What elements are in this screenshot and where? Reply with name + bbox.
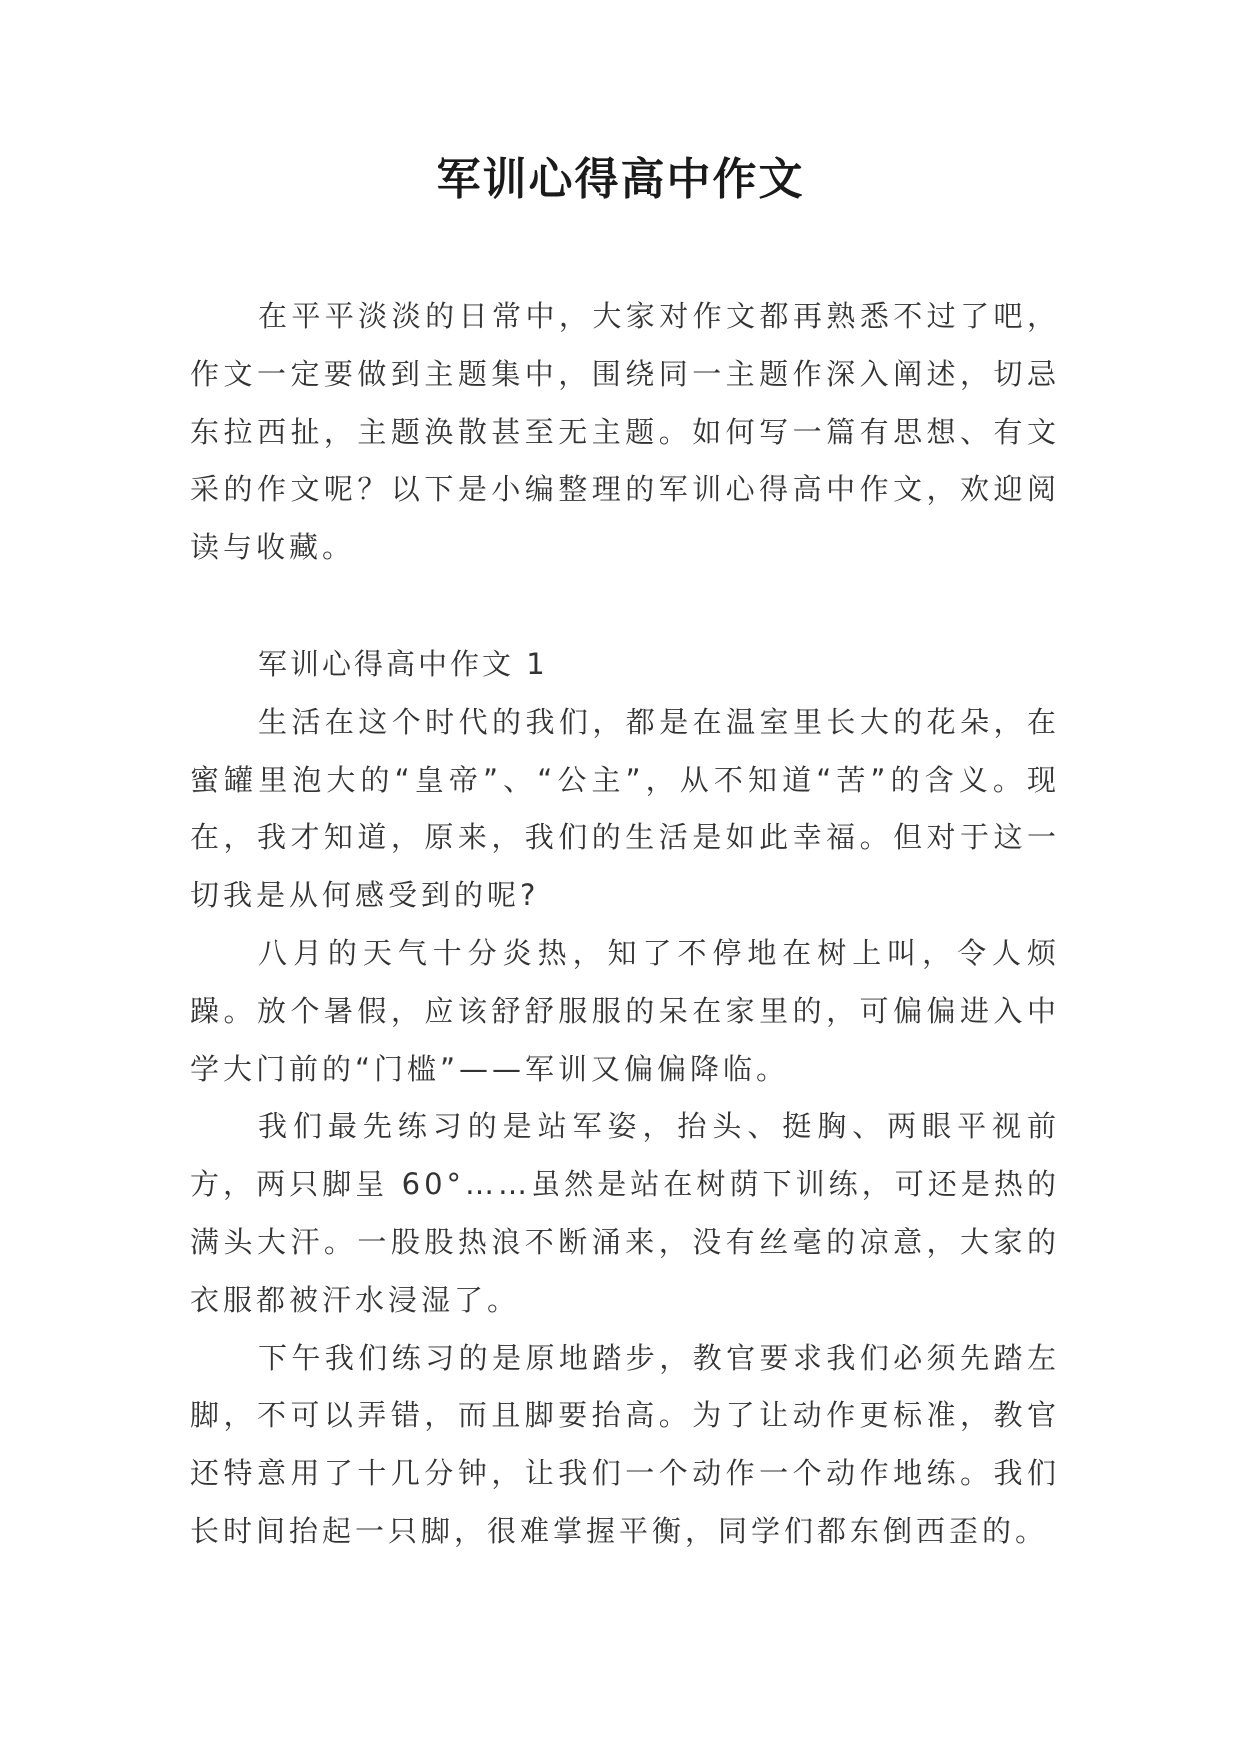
body-paragraph-1: 生活在这个时代的我们，都是在温室里长大的花朵，在蜜罐里泡大的“皇帝”、“公主”，从不知道“苦”的含义。现在，我才知道，原来，我们的生活是如此幸福。但对于这一切我是从何感受到的呢?	[190, 704, 1060, 913]
body-paragraph-2: 八月的天气十分炎热，知了不停地在树上叫，令人烦躁。放个暑假，应该舒舒服服的呆在家里的，可偏偏进入中学大门前的“门槛”——军训又偏偏降临。	[190, 935, 1060, 1086]
intro-block	[190, 288, 1060, 577]
section-heading: 军训心得高中作文 1	[258, 647, 548, 681]
document-title: 军训心得高中作文	[436, 154, 805, 205]
intro-paragraph: 在平平淡淡的日常中，大家对作文都再熟悉不过了吧，作文一定要做到主题集中，围绕同一主题作深入阐述，切忌东拉西扯，主题涣散甚至无主题。如何写一篇有思想、有文采的作文呢？以下是小编整理的军训心得高中作文，欢迎阅读与收藏。	[190, 299, 1060, 565]
body-paragraph-4: 下午我们练习的是原地踏步，教官要求我们必须先踏左脚，不可以弄错，而且脚要抬高。为了让动作更标准，教官还特意用了十几分钟，让我们一个动作一个动作地练。我们长时间抬起一只脚，很难掌握平衡，同学们都东倒西歪的。	[190, 1340, 1060, 1548]
essay-section-1	[190, 636, 1060, 1561]
body-paragraph-3: 我们最先练习的是站军姿，抬头、挺胸、两眼平视前方，两只脚呈 60°……虽然是站在树荫下训练，可还是热的满头大汗。一股股热浪不断涌来，没有丝毫的凉意，大家的衣服都被汗水浸湿了。	[190, 1109, 1060, 1317]
